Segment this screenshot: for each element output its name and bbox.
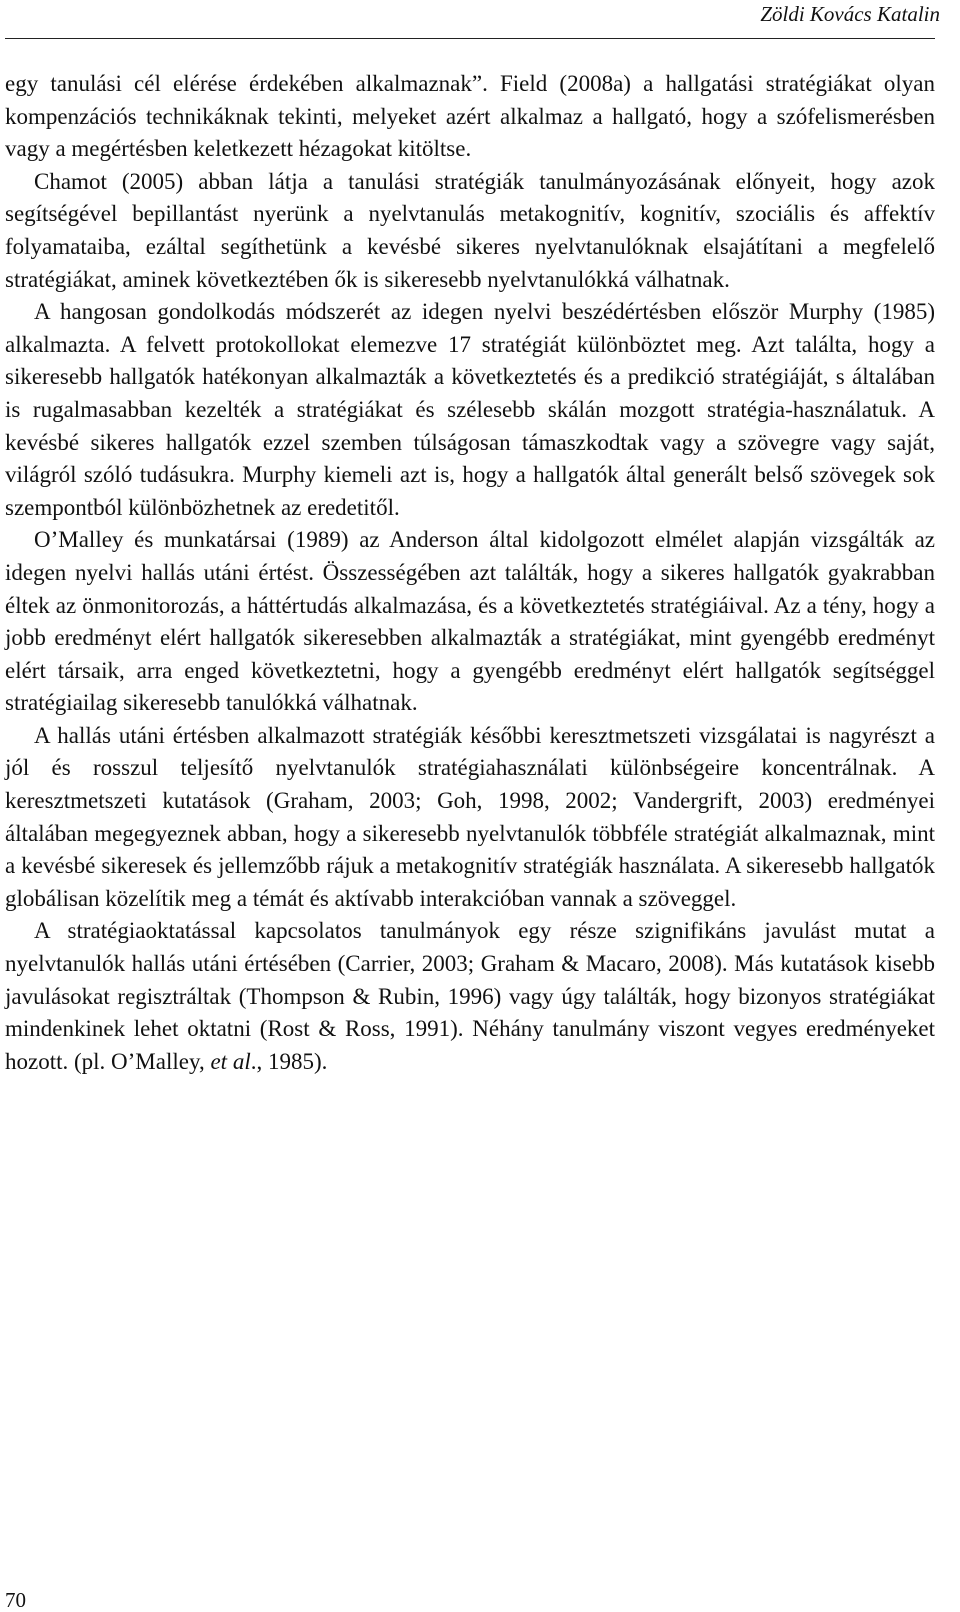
running-head-author: Zöldi Kovács Katalin	[760, 2, 940, 26]
page-number: 70	[5, 1588, 26, 1612]
paragraph-5: A hallás utáni értésben alkalmazott stratégiák későbbi keresztmetszeti vizsgálatai is nagyrészt a jól és rosszul teljesítő nyelvtanulók stratégiahasználati különbségeire koncentrálnak. A keresztmetszeti kutatások (Graham, 2003; Goh, 1998, 2002; Vandergrift, 2003) eredményei általában megegyeznek abban, hogy a sikeresebb nyelvtanulók többféle stratégiát alkalmaznak, mint a kevésbé sikeresek és jellemzőbb rájuk a metakognitív stratégiák használata. A sikeresebb hallgatók globálisan közelítik meg a témát és aktívabb interakcióban vannak a szöveggel.	[5, 722, 935, 911]
paragraph-6	[5, 915, 935, 1078]
paragraph-6-italic: et al	[210, 1048, 251, 1074]
paragraph-4: O’Malley és munkatársai (1989) az Anderson által kidolgozott elmélet alapján vizsgálták az idegen nyelvi hallás utáni értést. Összességében azt találták, hogy a sikeres hallgatók gyakrabban éltek az önmonitorozás, a háttértudás alkalmazása, és a következtetés stratégiáival. Az a tény, hogy a jobb eredményt elért hallgatók sikeresebben alkalmazták a stratégiákat, mint gyengébb eredményt elért társaik, arra enged következtetni, hogy a gyengébb eredményt elért hallgatók segítséggel stratégiailag sikeresebb tanulókká válhatnak.	[5, 527, 935, 716]
body-text	[5, 68, 935, 1078]
header-rule	[5, 38, 935, 39]
paragraph-6-text: A stratégiaoktatással kapcsolatos tanulmányok egy része szignifikáns javulást mutat a nyelvtanulók hallás utáni értésében (Carrier, 2003; Graham & Macaro, 2008). Más kutatások kisebb javulásokat regisztráltak (Thompson & Rubin, 1996) vagy úgy találták, hogy bizonyos stratégiákat mindenkinek lehet oktatni (Rost & Ross, 1991). Néhány tanulmány viszont vegyes eredményeket hozott. (pl. O’Malley,	[5, 918, 935, 1074]
paragraph-1: egy tanulási cél elérése érdekében alkalmaznak”. Field (2008a) a hallgatási stratégiákat olyan kompenzációs technikáknak tekinti, melyeket azért alkalmaz a hallgató, hogy a szófelismerésben vagy a megértésben keletkezett hézagokat kitöltse.	[5, 71, 935, 162]
paragraph-3: A hangosan gondolkodás módszerét az idegen nyelvi beszédértésben először Murphy (1985) alkalmazta. A felvett protokollokat elemezve 17 stratégiát különböztet meg. Azt találta, hogy a sikeresebb hallgatók hatékonyan alkalmazták a következtetés és a predikció stratégiáját, s általában is rugalmasabban kezelték a stratégiákat és szélesebb skálán mozgott stratégia-használatuk. A kevésbé sikeres hallgatók ezzel szemben túlságosan támaszkodtak vagy a szövegre vagy saját, világról szóló tudásukra. Murphy kiemeli azt is, hogy a hallgatók által generált belső szövegek sok szempontból különbözhetnek az eredetitől.	[5, 299, 935, 520]
paragraph-6-tail: ., 1985).	[250, 1048, 328, 1074]
paragraph-2: Chamot (2005) abban látja a tanulási stratégiák tanulmányozásának előnyeit, hogy azok segítségével bepillantást nyerünk a nyelvtanulás metakognitív, kognitív, szociális és affektív folyamataiba, ezáltal segíthetünk a kevésbé sikeres nyelvtanulóknak elsajátítani a megfelelő stratégiákat, aminek következtében ők is sikeresebb nyelvtanulókká válhatnak.	[5, 168, 935, 292]
